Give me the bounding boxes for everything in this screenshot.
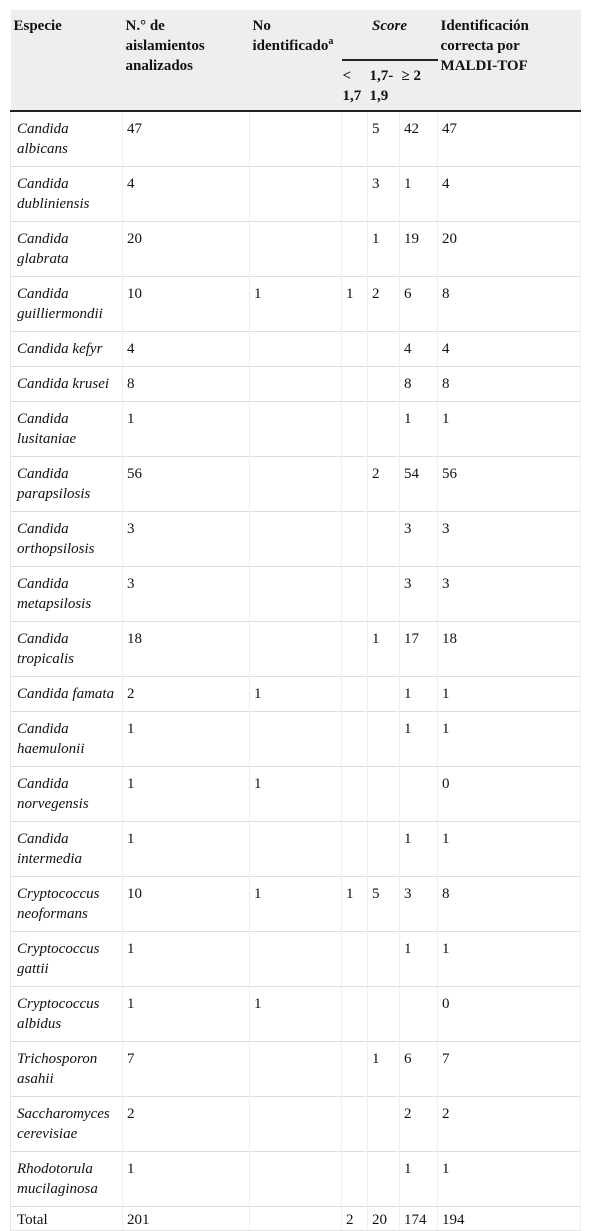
- table-header: [11, 10, 581, 111]
- cell-score-ge: 3: [400, 567, 438, 622]
- cell-identificacion: 1: [438, 1152, 581, 1207]
- cell-especie: Cryptococcus neoformans: [11, 877, 123, 932]
- cell-identificacion-total: 194: [438, 1207, 581, 1231]
- cell-score-lt: [342, 1042, 368, 1097]
- cell-num-aislamientos: 47: [123, 111, 250, 167]
- cell-score-mid: [368, 402, 400, 457]
- cell-identificacion: 0: [438, 987, 581, 1042]
- cell-especie: Candida guilliermondii: [11, 277, 123, 332]
- cell-score-ge: 19: [400, 222, 438, 277]
- header-especie: Especie: [11, 10, 123, 111]
- cell-num-aislamientos: 1: [123, 767, 250, 822]
- cell-score-mid: [368, 367, 400, 402]
- cell-score-lt: [342, 222, 368, 277]
- cell-no-identificado: [250, 367, 342, 402]
- table-container: [10, 10, 580, 1231]
- cell-score-lt: [342, 622, 368, 677]
- cell-especie: Candida norvegensis: [11, 767, 123, 822]
- cell-score-mid: [368, 1097, 400, 1152]
- cell-identificacion: 18: [438, 622, 581, 677]
- cell-no-identificado: [250, 402, 342, 457]
- cell-identificacion: 1: [438, 822, 581, 877]
- header-score-mid: 1,7- 1,9: [368, 60, 400, 111]
- cell-num-aislamientos: 3: [123, 567, 250, 622]
- cell-score-ge: 1: [400, 822, 438, 877]
- cell-score-ge: 42: [400, 111, 438, 167]
- header-score-lt: < 1,7: [342, 60, 368, 111]
- table-row: [11, 111, 581, 167]
- cell-score-ge: 6: [400, 277, 438, 332]
- cell-score-mid: [368, 567, 400, 622]
- table-row: [11, 457, 581, 512]
- cell-num-aislamientos: 3: [123, 512, 250, 567]
- cell-identificacion: 4: [438, 167, 581, 222]
- cell-especie: Cryptococcus gattii: [11, 932, 123, 987]
- cell-no-identificado: [250, 822, 342, 877]
- cell-score-mid: 1: [368, 1042, 400, 1097]
- cell-especie: Candida dubliniensis: [11, 167, 123, 222]
- cell-score-mid: [368, 1152, 400, 1207]
- cell-score-lt: [342, 367, 368, 402]
- cell-no-identificado: [250, 1097, 342, 1152]
- table-row: [11, 222, 581, 277]
- cell-no-identificado-total: [250, 1207, 342, 1231]
- cell-score-mid: [368, 822, 400, 877]
- cell-score-ge: 3: [400, 877, 438, 932]
- cell-no-identificado: [250, 567, 342, 622]
- cell-identificacion: 1: [438, 677, 581, 712]
- cell-num-aislamientos: 1: [123, 402, 250, 457]
- cell-identificacion: 1: [438, 402, 581, 457]
- cell-no-identificado: 1: [250, 677, 342, 712]
- table-row: [11, 932, 581, 987]
- cell-score-lt: [342, 167, 368, 222]
- cell-score-ge: 54: [400, 457, 438, 512]
- species-identification-table: [10, 10, 581, 1231]
- cell-score-ge: 1: [400, 677, 438, 712]
- cell-especie: Candida krusei: [11, 367, 123, 402]
- cell-num-aislamientos-total: 201: [123, 1207, 250, 1231]
- cell-score-mid-total: 20: [368, 1207, 400, 1231]
- cell-score-ge: 2: [400, 1097, 438, 1152]
- cell-identificacion: 7: [438, 1042, 581, 1097]
- header-num-aislamientos: N.° de aislamientos analizados: [123, 10, 250, 111]
- cell-no-identificado: 1: [250, 277, 342, 332]
- table-row: [11, 877, 581, 932]
- cell-score-lt: [342, 111, 368, 167]
- cell-identificacion: 3: [438, 512, 581, 567]
- cell-especie: Candida famata: [11, 677, 123, 712]
- table-row: [11, 822, 581, 877]
- cell-num-aislamientos: 20: [123, 222, 250, 277]
- cell-score-lt: 1: [342, 877, 368, 932]
- cell-no-identificado: [250, 512, 342, 567]
- cell-num-aislamientos: 4: [123, 332, 250, 367]
- cell-score-lt: 1: [342, 277, 368, 332]
- cell-score-lt: [342, 677, 368, 712]
- cell-score-ge: 1: [400, 712, 438, 767]
- cell-no-identificado: [250, 1152, 342, 1207]
- cell-score-mid: [368, 677, 400, 712]
- cell-no-identificado: [250, 111, 342, 167]
- footnote-marker: a: [328, 36, 334, 47]
- table-row: [11, 1152, 581, 1207]
- cell-score-mid: 3: [368, 167, 400, 222]
- cell-num-aislamientos: 2: [123, 1097, 250, 1152]
- table-row: [11, 332, 581, 367]
- table-row: [11, 677, 581, 712]
- cell-no-identificado: [250, 1042, 342, 1097]
- cell-score-lt: [342, 712, 368, 767]
- cell-num-aislamientos: 1: [123, 712, 250, 767]
- cell-score-ge: 1: [400, 1152, 438, 1207]
- cell-num-aislamientos: 56: [123, 457, 250, 512]
- header-no-identificado-text: No identificado: [252, 18, 329, 54]
- cell-especie: Rhodotorula mucilaginosa: [11, 1152, 123, 1207]
- cell-especie: Candida metapsilosis: [11, 567, 123, 622]
- cell-no-identificado: [250, 712, 342, 767]
- cell-num-aislamientos: 1: [123, 987, 250, 1042]
- table-row-total: [11, 1207, 581, 1231]
- cell-no-identificado: [250, 457, 342, 512]
- cell-identificacion: 3: [438, 567, 581, 622]
- cell-identificacion: 8: [438, 367, 581, 402]
- cell-identificacion: 1: [438, 712, 581, 767]
- cell-num-aislamientos: 1: [123, 932, 250, 987]
- cell-identificacion: 1: [438, 932, 581, 987]
- table-row: [11, 767, 581, 822]
- cell-especie: Candida haemulonii: [11, 712, 123, 767]
- cell-score-ge: 1: [400, 167, 438, 222]
- cell-especie: Candida albicans: [11, 111, 123, 167]
- total-label: Total: [11, 1207, 123, 1231]
- cell-no-identificado: [250, 332, 342, 367]
- cell-score-ge: 1: [400, 932, 438, 987]
- cell-score-lt: [342, 1152, 368, 1207]
- table-row: [11, 567, 581, 622]
- cell-score-ge: 3: [400, 512, 438, 567]
- cell-score-lt: [342, 822, 368, 877]
- cell-identificacion: 0: [438, 767, 581, 822]
- cell-num-aislamientos: 10: [123, 877, 250, 932]
- cell-score-mid: [368, 932, 400, 987]
- cell-num-aislamientos: 18: [123, 622, 250, 677]
- cell-identificacion: 4: [438, 332, 581, 367]
- cell-especie: Candida parapsilosis: [11, 457, 123, 512]
- cell-score-ge: 1: [400, 402, 438, 457]
- table-row: [11, 512, 581, 567]
- cell-score-ge-total: 174: [400, 1207, 438, 1231]
- cell-num-aislamientos: 7: [123, 1042, 250, 1097]
- cell-no-identificado: [250, 222, 342, 277]
- cell-score-ge: 17: [400, 622, 438, 677]
- cell-score-lt: [342, 512, 368, 567]
- cell-num-aislamientos: 8: [123, 367, 250, 402]
- table-row: [11, 277, 581, 332]
- cell-no-identificado: [250, 622, 342, 677]
- cell-identificacion: 8: [438, 277, 581, 332]
- header-no-identificado: [250, 10, 342, 111]
- table-row: [11, 712, 581, 767]
- table-body: [11, 111, 581, 1231]
- cell-especie: Trichosporon asahii: [11, 1042, 123, 1097]
- table-row: [11, 987, 581, 1042]
- cell-score-mid: [368, 512, 400, 567]
- cell-especie: Candida kefyr: [11, 332, 123, 367]
- cell-score-lt: [342, 987, 368, 1042]
- cell-score-mid: 1: [368, 222, 400, 277]
- cell-no-identificado: [250, 932, 342, 987]
- header-score-ge: ≥ 2: [400, 60, 438, 111]
- cell-especie: Cryptococcus albidus: [11, 987, 123, 1042]
- cell-especie: Candida glabrata: [11, 222, 123, 277]
- table-row: [11, 402, 581, 457]
- cell-score-mid: [368, 332, 400, 367]
- cell-score-mid: [368, 767, 400, 822]
- cell-identificacion: 47: [438, 111, 581, 167]
- cell-score-mid: 5: [368, 111, 400, 167]
- cell-no-identificado: 1: [250, 987, 342, 1042]
- cell-score-lt: [342, 767, 368, 822]
- cell-score-ge: 4: [400, 332, 438, 367]
- cell-no-identificado: 1: [250, 767, 342, 822]
- cell-score-mid: [368, 712, 400, 767]
- cell-especie: Candida lusitaniae: [11, 402, 123, 457]
- cell-identificacion: 2: [438, 1097, 581, 1152]
- cell-score-mid: 5: [368, 877, 400, 932]
- cell-score-lt: [342, 332, 368, 367]
- table-row: [11, 167, 581, 222]
- cell-no-identificado: 1: [250, 877, 342, 932]
- cell-identificacion: 20: [438, 222, 581, 277]
- cell-score-ge: 6: [400, 1042, 438, 1097]
- header-identificacion: Identificación correcta por MALDI-TOF: [438, 10, 581, 111]
- cell-identificacion: 56: [438, 457, 581, 512]
- header-score: Score: [342, 10, 438, 60]
- cell-no-identificado: [250, 167, 342, 222]
- cell-score-mid: 1: [368, 622, 400, 677]
- cell-num-aislamientos: 1: [123, 1152, 250, 1207]
- cell-score-ge: 8: [400, 367, 438, 402]
- cell-identificacion: 8: [438, 877, 581, 932]
- cell-score-lt: [342, 1097, 368, 1152]
- cell-num-aislamientos: 10: [123, 277, 250, 332]
- cell-score-mid: 2: [368, 277, 400, 332]
- cell-score-lt-total: 2: [342, 1207, 368, 1231]
- cell-especie: Saccharomyces cerevisiae: [11, 1097, 123, 1152]
- cell-especie: Candida orthopsilosis: [11, 512, 123, 567]
- cell-score-lt: [342, 402, 368, 457]
- cell-num-aislamientos: 2: [123, 677, 250, 712]
- cell-score-ge: [400, 987, 438, 1042]
- cell-score-mid: 2: [368, 457, 400, 512]
- cell-especie: Candida intermedia: [11, 822, 123, 877]
- cell-score-ge: [400, 767, 438, 822]
- cell-score-lt: [342, 932, 368, 987]
- cell-num-aislamientos: 4: [123, 167, 250, 222]
- table-row: [11, 1097, 581, 1152]
- cell-score-mid: [368, 987, 400, 1042]
- cell-num-aislamientos: 1: [123, 822, 250, 877]
- table-row: [11, 622, 581, 677]
- cell-score-lt: [342, 567, 368, 622]
- cell-score-lt: [342, 457, 368, 512]
- table-row: [11, 1042, 581, 1097]
- cell-especie: Candida tropicalis: [11, 622, 123, 677]
- table-row: [11, 367, 581, 402]
